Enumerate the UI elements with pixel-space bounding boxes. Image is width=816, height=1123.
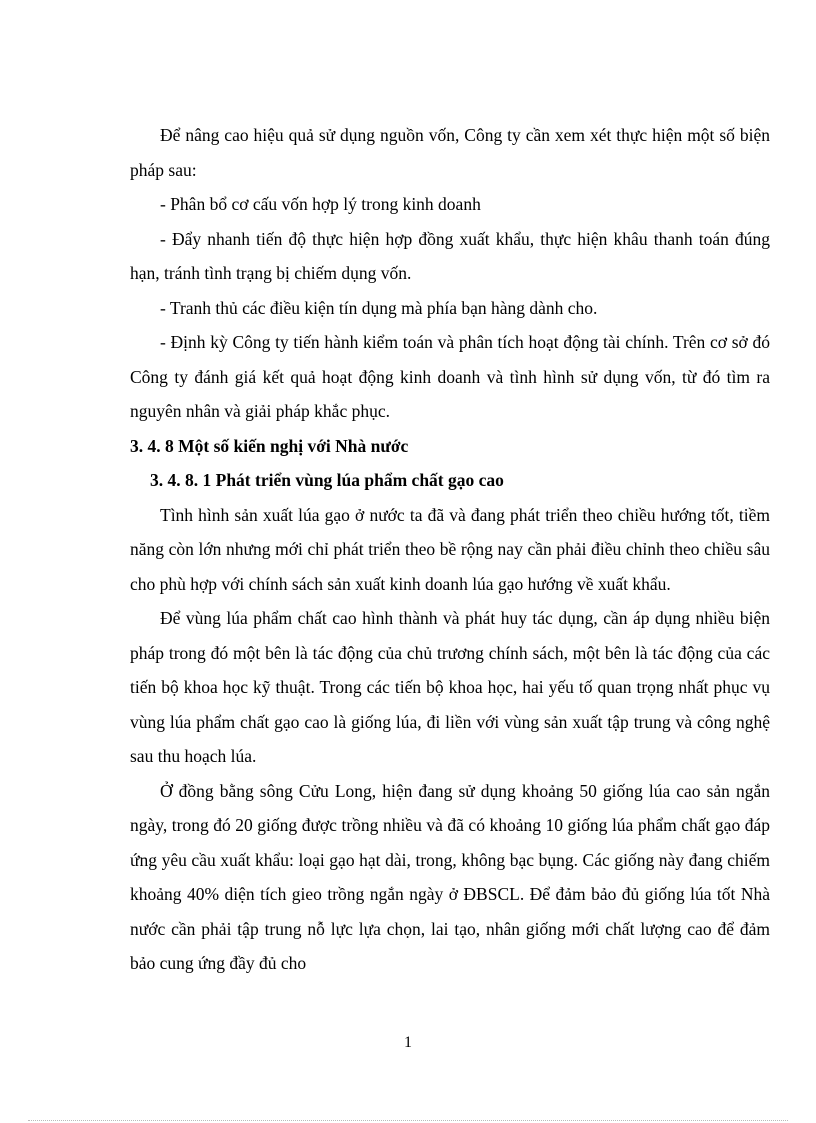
measure-item-2: - Đẩy nhanh tiến độ thực hiện hợp đồng xuất khẩu, thực hiện khâu thanh toán đúng hạn, tránh tình trạng bị chiếm dụng vốn. — [130, 228, 770, 283]
page-content — [130, 118, 770, 981]
measure-item-1: - Phân bổ cơ cấu vốn hợp lý trong kinh doanh — [160, 194, 481, 214]
body-paragraph-1: Tình hình sản xuất lúa gạo ở nước ta đã và đang phát triển theo chiều hướng tốt, tiềm năng còn lớn nhưng mới chỉ phát triển theo bề rộng nay cần phải điều chỉnh theo chiều sâu cho phù hợp với chính sách sản xuất kinh doanh lúa gạo hướng về xuất khẩu. — [130, 504, 770, 594]
section-heading: 3. 4. 8 Một số kiến nghị với Nhà nước — [130, 435, 409, 456]
footer-divider — [28, 1120, 788, 1121]
intro-paragraph: Để nâng cao hiệu quả sử dụng nguồn vốn, Công ty cần xem xét thực hiện một số biện pháp sau: — [130, 125, 770, 180]
page-number: 1 — [404, 1034, 412, 1051]
body-paragraph-3: Ở đồng bằng sông Cửu Long, hiện đang sử dụng khoảng 50 giống lúa cao sản ngắn ngày, trong đó 20 giống được trồng nhiều và đã có khoảng 10 giống lúa phẩm chất gạo đáp ứng yêu cầu xuất khẩu: loại gạo hạt dài, trong, không bạc bụng. Các giống này đang chiếm khoảng 40% diện tích gieo trồng ngắn ngày ở ĐBSCL. Để đảm bảo đủ giống lúa tốt Nhà nước cần phải tập trung nỗ lực lựa chọn, lai tạo, nhân giống mới chất lượng cao để đảm bảo cung ứng đầy đủ cho — [130, 780, 770, 973]
subsection-heading: 3. 4. 8. 1 Phát triển vùng lúa phẩm chất gạo cao — [150, 470, 504, 490]
measure-item-4: - Định kỳ Công ty tiến hành kiểm toán và phân tích hoạt động tài chính. Trên cơ sở đó Công ty đánh giá kết quả hoạt động kinh doanh và tình hình sử dụng vốn, từ đó tìm ra nguyên nhân và giải pháp khắc phục. — [130, 332, 770, 421]
measure-item-3: - Tranh thủ các điều kiện tín dụng mà phía bạn hàng dành cho. — [160, 297, 598, 318]
body-paragraph-2: Để vùng lúa phẩm chất cao hình thành và phát huy tác dụng, cần áp dụng nhiều biện pháp trong đó một bên là tác động của chủ trương chính sách, một bên là tác động của các tiến bộ khoa học kỹ thuật. Trong các tiến bộ khoa học, hai yếu tố quan trọng nhất phục vụ vùng lúa phẩm chất gạo cao là giống lúa, đi liền với vùng sản xuất tập trung và công nghệ sau thu hoạch lúa. — [130, 608, 770, 766]
